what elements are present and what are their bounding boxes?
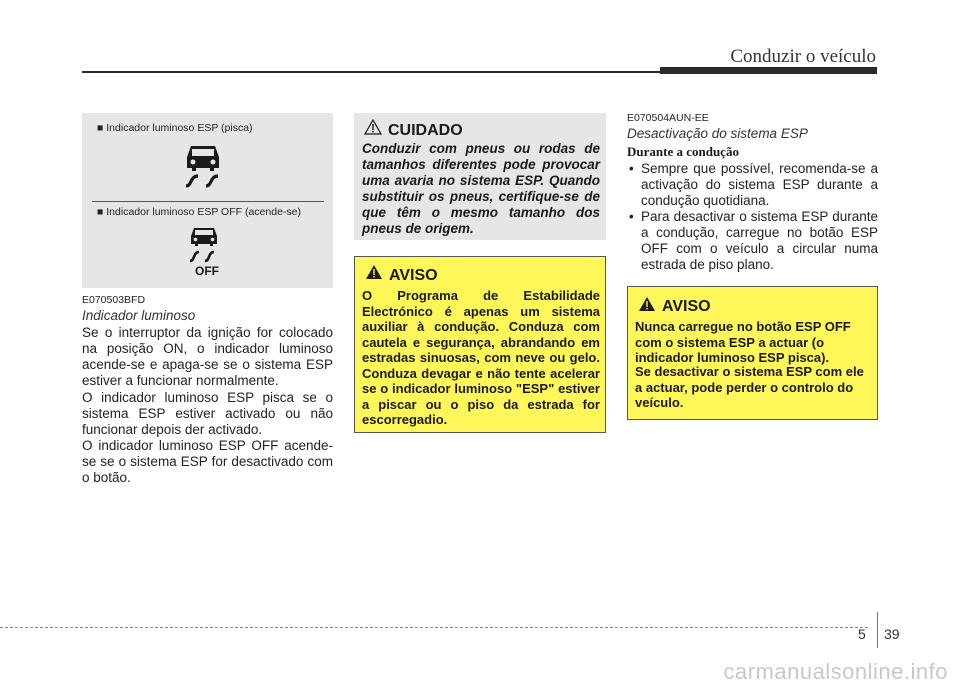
off-icon-text: OFF [195,264,219,278]
list-item [627,161,878,209]
warning-title: AVISO [662,298,711,315]
section-subhead: Indicador luminoso [82,308,196,323]
indicator-off-caption [97,206,301,218]
list-item [627,209,878,273]
header-rule [82,71,660,73]
paragraph: O indicador luminoso ESP pisca se o sistema ESP estiver activado ou não funcionar depois der activado. [82,390,333,437]
caution-title: CUIDADO [388,122,463,139]
indicator-flash-caption [97,122,253,134]
footer-divider [877,612,878,648]
warning-text: Se desactivar o sistema ESP com ele a actuar, pode perder o controlo do veículo. [635,364,864,410]
watermark: carmanualsonline.info [723,659,948,684]
square-bullet-icon: ■ [97,206,104,218]
warning-text: O Programa de Estabilidade Electrónico é apenas um sistema auxiliar à condução. Conduza com cautela e segurança, abrandando em estradas sinuosas, com neve ou gelo. Conduza devagar e não tente acelerar se o indicador luminoso "ESP" estiver a piscar ou o piso da estrada for escorregadio. [362,288,600,427]
warning-text: Nunca carregue no botão ESP OFF com o sistema ESP a actuar (o indicador luminoso ESP pisca). [635,319,851,365]
esp-indicator-icon [178,140,230,192]
section-subhead: Desactivação do sistema ESP [627,126,808,141]
header-rule-accent [660,67,877,74]
warning-triangle-icon [638,296,656,312]
bullet-icon: • [629,161,634,176]
indicator-flash-label: Indicador luminoso ESP (pisca) [106,122,253,134]
section-code: E070503BFD [82,294,146,306]
caution-text: Conduzir com pneus ou rodas de tamanhos diferentes pode provocar uma avaria no sistema ESP. Quando substituir os pneus, certifique-se de que têm o mesmo tamanho dos pneus de origem. [362,141,600,236]
sub-heading: Durante a condução [627,144,739,159]
indicator-off-label: Indicador luminoso ESP OFF (acende-se) [106,206,301,218]
caution-triangle-icon [364,119,382,135]
paragraph: Se o interruptor da ignição for colocado na posição ON, o indicador luminoso acende-se e apaga-se se o sistema ESP estiver a funcionar normalmente. [82,325,333,388]
list-item-text: Para desactivar o sistema ESP durante a condução, carregue no botão ESP OFF com o veículo a circular numa estrada de piso plano. [641,209,878,272]
chapter-title: Conduzir o veículo [730,46,876,67]
indicator-divider [92,201,324,202]
paragraph: O indicador luminoso ESP OFF acende-se se o sistema ESP for desactivado com o botão. [82,438,333,485]
footer-rule [0,627,868,628]
chapter-number: 5 [858,626,866,642]
section-code: E070504AUN-EE [627,112,709,124]
list-item-text: Sempre que possível, recomenda-se a activação do sistema ESP durante a condução quotidiana. [641,161,878,208]
warning-title: AVISO [389,267,438,284]
esp-off-indicator-icon [184,226,228,264]
square-bullet-icon: ■ [97,122,104,134]
bullet-icon: • [629,209,634,224]
page-number: 39 [884,626,900,642]
warning-triangle-icon [365,264,383,280]
